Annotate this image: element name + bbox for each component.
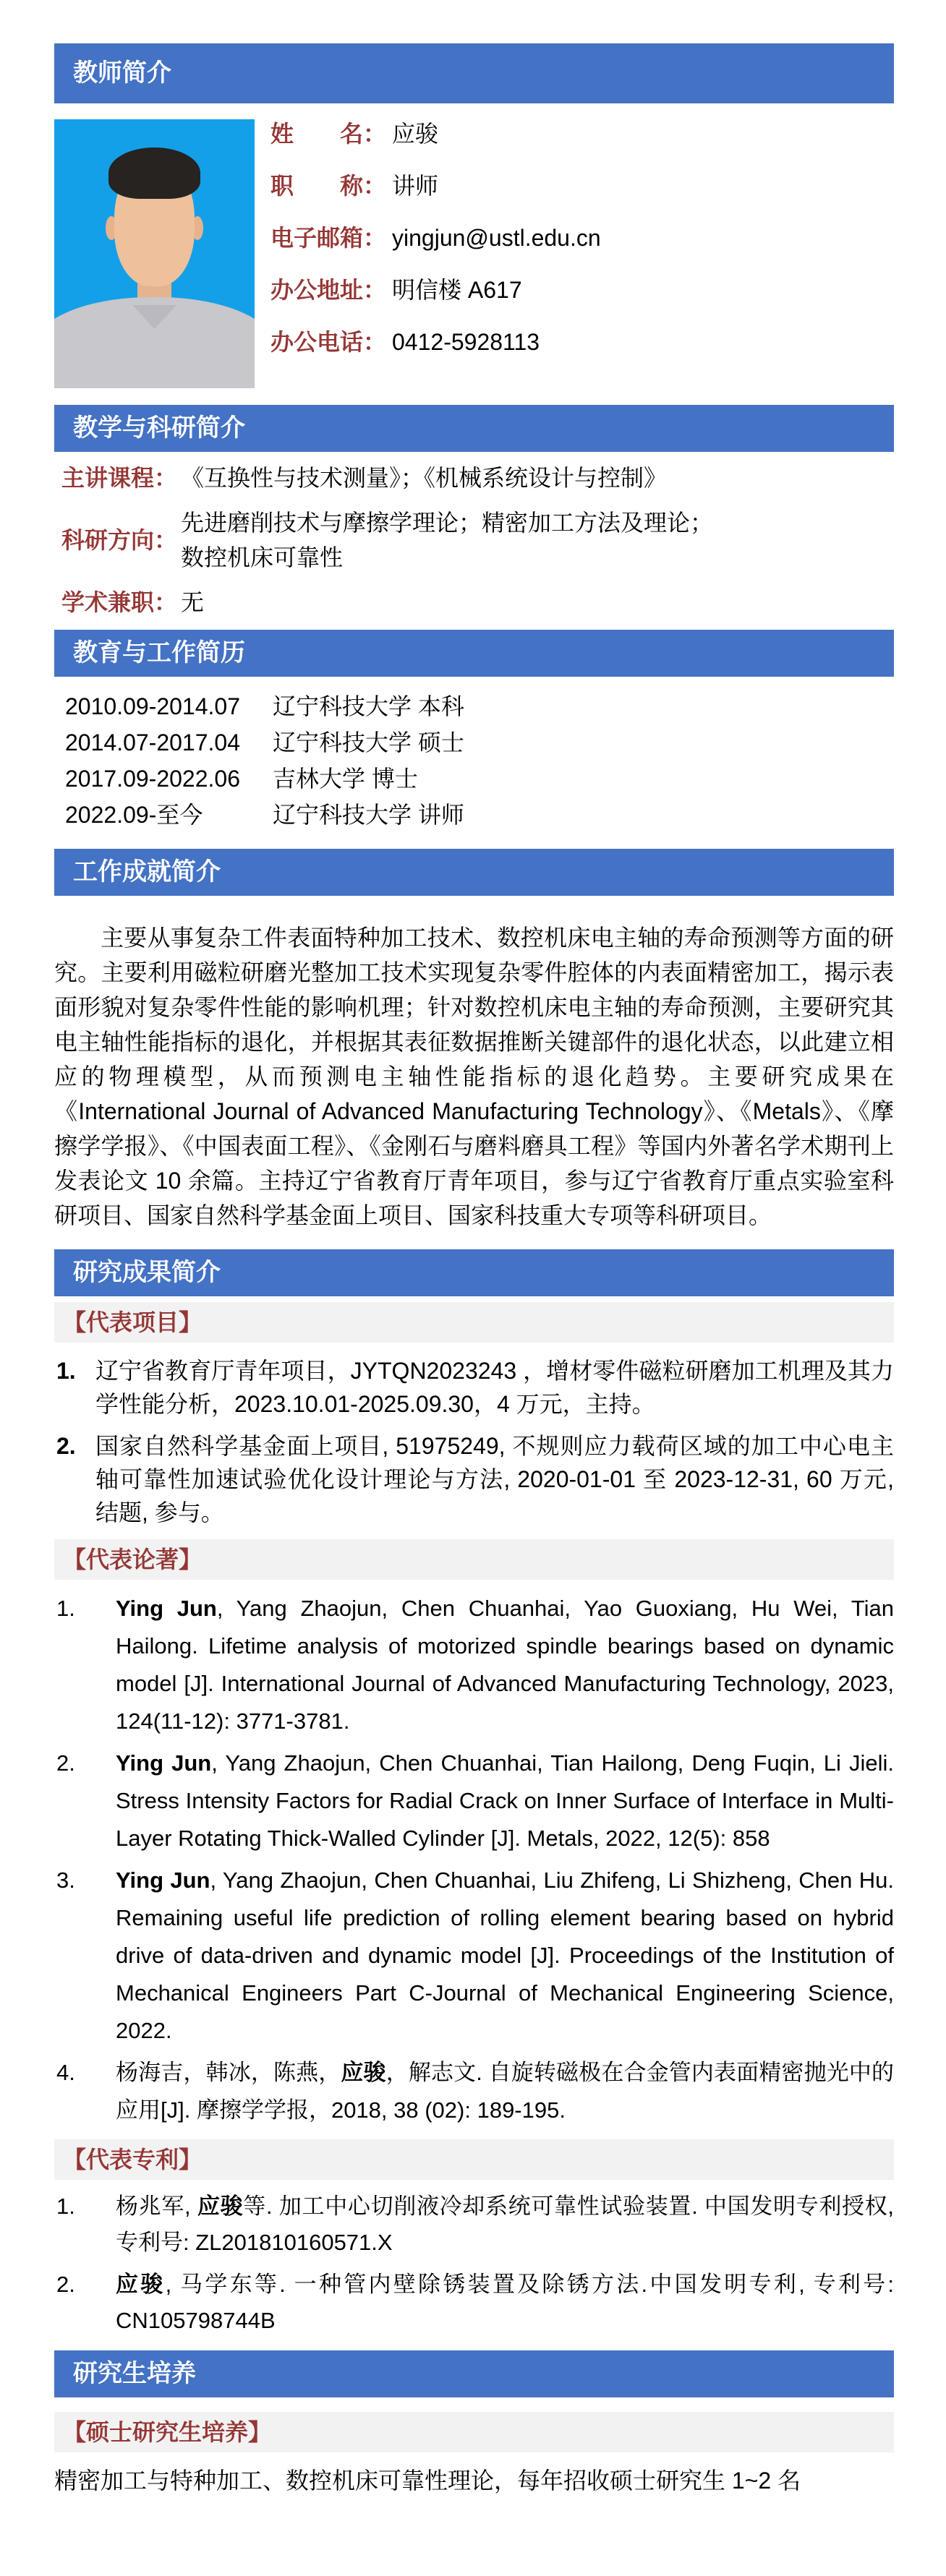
patents-list (54, 2188, 894, 2339)
education-detail: 吉林大学 博士 (273, 766, 418, 792)
papers-list (54, 1590, 894, 2129)
teaching-row-content (181, 505, 894, 575)
band-representative-papers: 【代表论著】 (54, 1539, 894, 1580)
teaching-rows (54, 461, 894, 620)
bold-text-run: Ying Jun (116, 1867, 210, 1893)
bold-text-run: 应骏 (197, 2194, 244, 2219)
photo-hair (108, 147, 200, 199)
profile-photo (54, 119, 255, 388)
bold-text-run: 应骏 (116, 2272, 166, 2297)
text-run: , 马学东等. 一种管内壁除锈装置及除锈方法.中国发明专利, 专利号: CN105798744B (116, 2272, 895, 2333)
patent-item-number: 2. (56, 2272, 75, 2297)
teaching-content-line: 先进磨削技术与摩擦学理论；精密加工方法及理论； (181, 510, 714, 536)
profile-field-label: 办公电话： (270, 329, 387, 355)
project-item-number: 1. (56, 1358, 76, 1384)
projects-list (54, 1354, 894, 1529)
project-item-number: 2. (56, 1433, 76, 1459)
paper-item-number: 2. (56, 1750, 75, 1776)
band-master-training: 【硕士研究生培养】 (54, 2412, 894, 2452)
text-run: 等. 加工中心切削液冷却系统可靠性试验装置. 中国发明专利授权, 专利号: ZL201810160571.X (116, 2194, 894, 2255)
master-training-text: 精密加工与特种加工、数控机床可靠性理论，每年招收硕士研究生 1~2 名 (54, 2468, 801, 2494)
text-run: , Yang Zhaojun, Chen Chuanhai, Liu Zhifeng, Li Shizheng, Chen Hu. Remaining useful life prediction of rolling element bearing based on hybrid drive of data-driven and dynamic model [J]. Proceedings of the Institution of Mechanical Engineers Part C-Journal of Mechanical Engineering Science, 2022. (116, 1867, 894, 2043)
text-run: 杨海吉，韩冰，陈燕， (116, 2060, 341, 2085)
profile-field-label: 姓 名： (270, 121, 387, 147)
education-period: 2014.07-2017.04 (65, 729, 240, 756)
profile-fields (270, 119, 601, 388)
paper-item (54, 1590, 894, 1740)
achievements-paragraph: 主要从事复杂工件表面特种加工技术、数控机床电主轴的寿命预测等方面的研究。主要利用磁粒研磨光整加工技术实现复杂零件腔体的内表面精密加工，揭示表面形貌对复杂零件性能的影响机理；针对数控机床电主轴的寿命预测，主要研究其电主轴性能指标的退化，并根据其表征数据推断关键部件的退化状态，以此建立相应的物理模型，从而预测电主轴性能指标的退化趋势。主要研究成果在《International Journal of Advanced Manufacturing Technology》、《Metals》、《摩擦学学报》、《中国表面工程》、《金刚石与磨料磨具工程》等国内外著名学术期刊上发表论文 10 余篇。主持辽宁省教育厅青年项目，参与辽宁省教育厅重点实验室科研项目、国家自然科学基金面上项目、国家科技重大专项等科研项目。 (54, 925, 894, 1228)
section-bar-teacher-intro: 教师简介 (54, 43, 894, 103)
paper-item-number: 1. (56, 1596, 75, 1621)
teaching-row (61, 461, 894, 495)
band-representative-projects: 【代表项目】 (54, 1302, 894, 1343)
profile-field-row (270, 226, 601, 250)
teaching-row (61, 585, 894, 620)
text-run: , Yang Zhaojun, Chen Chuanhai, Tian Hailong, Deng Fuqin, Li Jieli. Stress Intensity Factors for Radial Crack on Inner Surface of Interface in Multi-Layer Rotating Thick-Walled Cylinder [J]. Metals, 2022, 12(5): 858 (116, 1750, 894, 1851)
project-item-text: 辽宁省教育厅青年项目，JYTQN2023243 ，增材零件磁粒研磨加工机理及其力学性能分析，2023.10.01-2025.09.30，4 万元，主持。 (95, 1358, 894, 1417)
patent-item-number: 1. (56, 2194, 75, 2219)
teaching-row-label: 主讲课程： (61, 465, 178, 491)
education-entry (65, 688, 894, 724)
education-entry (65, 797, 894, 833)
education-entry (65, 761, 894, 797)
text-run: ，解志文. 自旋转磁极在合金管内表面精密抛光中的应用[J]. 摩擦学学报，2018, 38 (02): 189-195. (116, 2060, 894, 2123)
teaching-row-content (181, 461, 894, 495)
teaching-content-line: 无 (181, 589, 205, 615)
education-list (54, 677, 894, 833)
education-entry (65, 724, 894, 761)
patent-item (54, 2188, 894, 2261)
education-detail: 辽宁科技大学 讲师 (273, 802, 464, 828)
project-item (54, 1354, 894, 1421)
profile-field-row (270, 278, 601, 302)
bold-text-run: Ying Jun (116, 1596, 217, 1621)
profile-field-value: 应骏 (392, 121, 439, 147)
profile-field-label: 电子邮箱： (270, 225, 387, 251)
band-representative-patents: 【代表专利】 (54, 2139, 894, 2180)
teaching-row-label: 学术兼职： (61, 589, 178, 615)
profile-field-value: yingjun@ustl.edu.cn (392, 225, 601, 251)
teaching-row (61, 505, 894, 575)
patent-item (54, 2267, 894, 2339)
education-detail: 辽宁科技大学 本科 (273, 693, 464, 719)
teaching-row-content (181, 585, 894, 620)
profile-field-label: 职 称： (270, 173, 387, 199)
teaching-content-line: 《互换性与技术测量》；《机械系统设计与控制》 (181, 465, 668, 491)
section-bar-graduate-training: 研究生培养 (54, 2350, 894, 2397)
education-period: 2022.09-至今 (65, 802, 203, 828)
education-detail: 辽宁科技大学 硕士 (273, 729, 464, 756)
profile-field-row (270, 330, 601, 354)
paper-item-number: 4. (56, 2060, 75, 2085)
project-item (54, 1429, 894, 1529)
profile-field-value: 明信楼 A617 (392, 277, 522, 303)
profile-field-row (270, 174, 601, 198)
text-run: 杨兆军, (116, 2194, 197, 2219)
paper-item (54, 1745, 894, 1857)
profile-field-row (270, 122, 601, 146)
profile-field-value: 讲师 (392, 173, 439, 199)
paper-item (54, 1862, 894, 2050)
section-bar-teaching-research: 教学与科研简介 (54, 405, 894, 452)
section-bar-education-history: 教育与工作简历 (54, 630, 894, 677)
education-period: 2010.09-2014.07 (65, 693, 240, 719)
teaching-content-line: 数控机床可靠性 (181, 544, 344, 570)
paper-item (54, 2054, 894, 2129)
section-bar-achievements: 工作成就简介 (54, 849, 894, 896)
education-period: 2017.09-2022.06 (65, 766, 240, 792)
project-item-text: 国家自然科学基金面上项目, 51975249, 不规则应力载荷区域的加工中心电主轴可靠性加速试验优化设计理论与方法, 2020-01-01 至 2023-12-31, 60 万元, 结题, 参与。 (95, 1433, 894, 1526)
profile-field-label: 办公地址： (270, 277, 387, 303)
profile-block (54, 119, 894, 388)
teaching-row-label: 科研方向： (61, 527, 178, 553)
paper-item-number: 3. (56, 1867, 75, 1893)
bold-text-run: 应骏 (341, 2060, 386, 2085)
text-run: , Yang Zhaojun, Chen Chuanhai, Yao Guoxiang, Hu Wei, Tian Hailong. Lifetime analysis of motorized spindle bearings based on dynamic model [J]. International Journal of Advanced Manufacturing Technology, 2023, 124(11-12): 3771-3781. (116, 1596, 894, 1734)
section-bar-research-results: 研究成果简介 (54, 1249, 894, 1296)
profile-field-value: 0412-5928113 (392, 329, 540, 355)
bold-text-run: Ying Jun (116, 1750, 212, 1776)
